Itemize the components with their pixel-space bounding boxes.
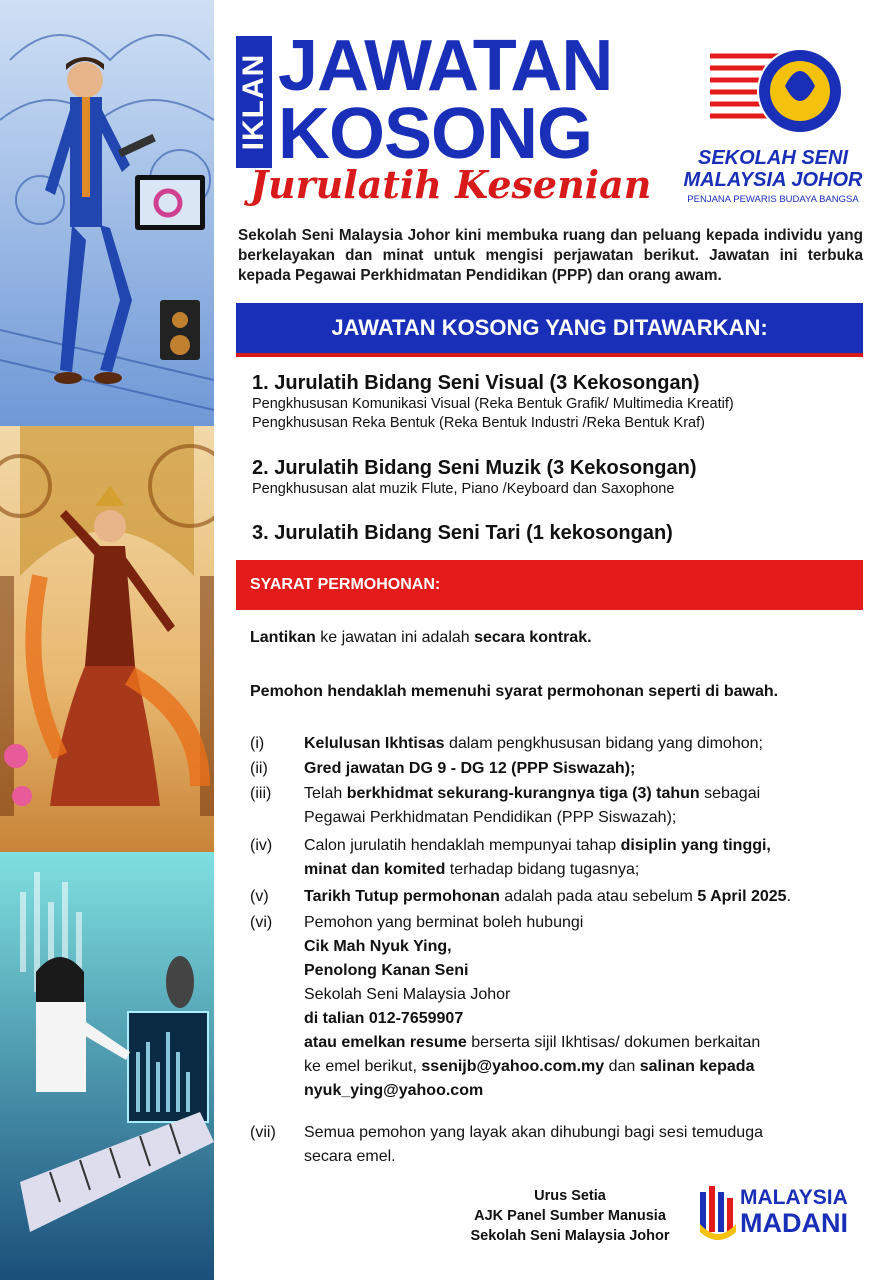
title-kosong: KOSONG <box>278 94 593 174</box>
musician-illustration <box>0 852 214 1280</box>
req-iv-b2: minat dan komited <box>304 861 446 878</box>
requirement-text <box>304 1121 870 1169</box>
intro-paragraph: Sekolah Seni Malaysia Johor kini membuka ruang dan peluang kepada individu yang berkelayakan dan minat untuk mengisi perjawatan berikut. Jawatan ini terbuka kepada Pegawai Perkhidmatan Pendidikan (PPP) dan orang awam. <box>238 227 863 284</box>
req-iii-line2: Pegawai Perkhidmatan Pendidikan (PPP Siswazah); <box>304 809 677 826</box>
dancer-illustration <box>0 426 214 852</box>
school-name-line2: MALAYSIA JOHOR <box>683 169 863 191</box>
requirement-iii <box>250 782 870 830</box>
requirement-iv <box>250 834 870 882</box>
req-iv-t1: Calon jurulatih hendaklah mempunyai tahap <box>304 837 621 854</box>
email-instruction-text2: ke emel berikut, <box>304 1058 422 1075</box>
requirement-number: (vii) <box>250 1124 276 1141</box>
iklan-badge <box>236 36 272 168</box>
requirement-text <box>304 911 870 1103</box>
job-specialization: Pengkhususan alat muzik Flute, Piano /Keyboard dan Saxophone <box>252 481 675 497</box>
requirement-number: (iii) <box>250 785 272 802</box>
contact-name: Cik Mah Nyuk Ying, <box>304 938 452 955</box>
email-instruction-bold: atau emelkan resume <box>304 1034 467 1051</box>
req-vii-t2: secara emel. <box>304 1148 396 1165</box>
req-i-text: dalam pengkhususan bidang yang dimohon; <box>444 735 763 752</box>
madani-logo-icon <box>698 1182 738 1242</box>
footer-line: Sekolah Seni Malaysia Johor <box>470 1228 670 1244</box>
req-iii-bold: berkhidmat sekurang-kurangnya tiga (3) tahun <box>346 785 700 802</box>
school-name: SEKOLAH SENI <box>697 147 849 169</box>
appointment-t1: ke jawatan ini adalah <box>315 629 475 646</box>
req-v-b2: 5 April 2025 <box>697 888 787 905</box>
req-iii-t1: Telah <box>304 785 347 802</box>
req-v-b1: Tarikh Tutup permohonan <box>304 888 500 905</box>
appointment-b1: Lantikan <box>250 629 316 646</box>
job-item-seni-visual <box>252 372 734 433</box>
illustration-strip <box>0 0 214 1280</box>
req-i-bold: Kelulusan Ikhtisas <box>304 735 445 752</box>
offers-heading: JAWATAN KOSONG YANG DITAWARKAN: <box>236 303 863 357</box>
applicant-note-text: Pemohon hendaklah memenuhi syarat permohonan seperti di bawah. <box>250 683 779 700</box>
job-specialization: Pengkhususan Reka Bentuk (Reka Bentuk Industri /Reka Bentuk Kraf) <box>252 415 705 431</box>
requirement-text <box>304 782 870 830</box>
requirement-vii <box>250 1121 870 1169</box>
requirement-text <box>304 834 870 882</box>
requirement-number: (vi) <box>250 914 273 931</box>
requirement-vi <box>250 911 870 1103</box>
school-tagline: PENJANA PEWARIS BUDAYA BANGSA <box>687 194 859 205</box>
contact-org: Sekolah Seni Malaysia Johor <box>304 986 511 1003</box>
footer-line: Urus Setia <box>534 1188 606 1204</box>
req-iv-t2: terhadap bidang tugasnya; <box>445 861 640 878</box>
subtitle-jurulatih-kesenian: Jurulatih Kesenian <box>250 162 652 207</box>
job-title: 2. Jurulatih Bidang Seni Muzik (3 Kekosongan) <box>252 457 697 479</box>
madani-logo-text-line2: MADANI <box>740 1208 848 1238</box>
requirement-number: (iv) <box>250 837 273 854</box>
email-copy-label: salinan kepada <box>639 1058 755 1075</box>
job-specialization: Pengkhususan Komunikasi Visual (Reka Bentuk Grafik/ Multimedia Kreatif) <box>252 396 734 412</box>
appointment-b2: secara kontrak. <box>474 629 592 646</box>
requirement-ii <box>250 757 870 781</box>
contact-role: Penolong Kanan Seni <box>304 962 469 979</box>
requirement-number: (ii) <box>250 760 268 777</box>
email-and: dan <box>604 1058 640 1075</box>
req-v-t2: . <box>786 888 792 905</box>
requirement-i <box>250 732 870 756</box>
applicant-note <box>250 683 778 701</box>
requirements-heading: SYARAT PERMOHONAN: <box>236 560 863 610</box>
job-title: 3. Jurulatih Bidang Seni Tari (1 kekosongan) <box>252 522 673 544</box>
requirement-text <box>304 757 870 781</box>
requirement-v <box>250 885 870 909</box>
req-ii-bold: Gred jawatan DG 9 - DG 12 (PPP Siswazah); <box>304 760 636 777</box>
title-jawatan: JAWATAN <box>278 26 613 106</box>
requirement-text <box>304 885 870 909</box>
requirement-number: (v) <box>250 888 269 905</box>
designer-illustration <box>0 0 214 426</box>
req-iii-t2: sebagai <box>699 785 761 802</box>
requirement-number: (i) <box>250 735 265 752</box>
job-title: 1. Jurulatih Bidang Seni Visual (3 Kekosongan) <box>252 372 700 394</box>
iklan-label: IKLAN <box>237 53 270 151</box>
school-logo <box>700 36 850 146</box>
email-link-primary[interactable]: ssenijb@yahoo.com.my <box>421 1058 605 1075</box>
req-iv-b1: disiplin yang tinggi, <box>620 837 771 854</box>
appointment-note <box>250 629 592 647</box>
madani-logo-text: MALAYSIA <box>740 1186 848 1209</box>
email-instruction-text: berserta sijil Ikhtisas/ dokumen berkaitan <box>466 1034 761 1051</box>
job-item-seni-tari <box>252 522 673 545</box>
req-vi-t1: Pemohon yang berminat boleh hubungi <box>304 914 584 931</box>
job-item-seni-muzik <box>252 457 697 499</box>
req-v-t: adalah pada atau sebelum <box>499 888 698 905</box>
requirement-text <box>304 732 870 756</box>
footer-line: AJK Panel Sumber Manusia <box>474 1208 666 1224</box>
req-vii-t1: Semua pemohon yang layak akan dihubungi bagi sesi temuduga <box>304 1124 763 1141</box>
email-link-copy[interactable]: nyuk_ying@yahoo.com <box>304 1082 484 1099</box>
contact-phone: di talian 012-7659907 <box>304 1010 464 1027</box>
